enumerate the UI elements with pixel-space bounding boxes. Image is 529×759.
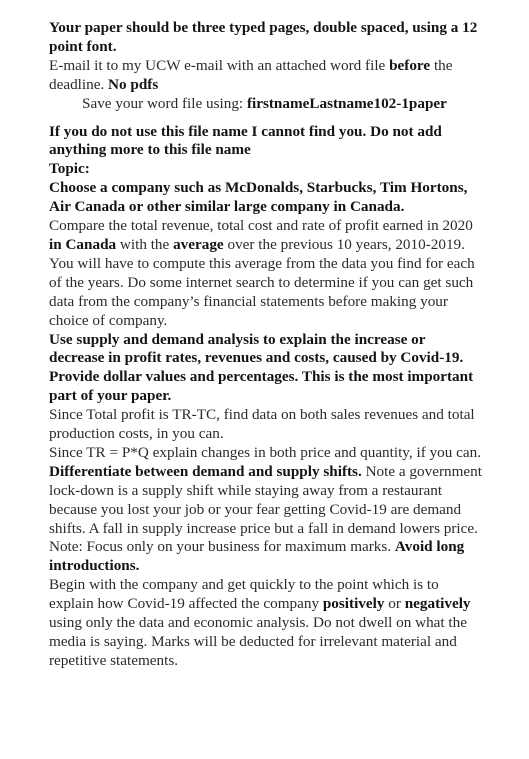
begin-negatively: negatively (404, 595, 471, 613)
requirements-line: Your paper should be three typed pages, double spaced, using a 12 point font. (49, 19, 478, 55)
begin-part-1: Begin with the company and get quickly to the point which is to explain how Covid-19 affected the company (49, 576, 439, 613)
save-instructions (49, 95, 484, 114)
tr-note: Since TR = P*Q explain changes in both price and quantity, if you can. (49, 443, 482, 461)
assignment-document (49, 19, 484, 671)
save-text: Save your word file using: (82, 94, 247, 112)
email-text: E-mail it to my UCW e-mail with an attached word file (49, 56, 390, 74)
topic-heading: Topic: (49, 160, 90, 178)
differentiate-bold: Differentiate between demand and supply shifts. (49, 462, 362, 480)
compare-part-3: over the previous 10 years, 2010-2019. You will have to compute this average from the data you find for each of the years. Do some internet search to determine if you can get such data from the company’s financial statements before making your choice of company. (49, 235, 475, 329)
focus-note (49, 538, 484, 576)
supply-demand-instructions: Use supply and demand analysis to explain the increase or decrease in profit rates, revenues and costs, caused by Covid-19. Provide dollar values and percentages. This is the most important part of your paper. (49, 330, 474, 405)
compare-part-2: with the (116, 235, 174, 253)
topic-choose-company: Choose a company such as McDonalds, Starbucks, Tim Hortons, Air Canada or other similar large company in Canada. (49, 179, 468, 216)
focus-bold: Avoid long introductions. (49, 538, 465, 575)
email-deadline: the deadline. (49, 56, 453, 93)
begin-instructions (49, 576, 484, 671)
differentiate-rest: Note a government lock-down is a supply shift while staying away from a restaurant because you lost your job or your fear getting Covid-19 are demand shifts. A fall in supply increase price but a fall in demand lowers price. (49, 462, 482, 537)
save-filename: firstnameLastname102-1paper (246, 94, 447, 112)
compare-part-1: Compare the total revenue, total cost and rate of profit earned in 2020 (49, 217, 473, 235)
begin-part-3: using only the data and economic analysis. Do not dwell on what the media is saying. Marks will be deducted for irrelevant material and repetitive statements. (49, 614, 467, 669)
email-no-pdfs: No pdfs (108, 75, 159, 93)
email-before: before (389, 56, 431, 74)
differentiate-instructions (49, 463, 484, 539)
compare-average: average (173, 235, 224, 253)
focus-text: Note: Focus only on your business for maximum marks. (49, 538, 395, 556)
compare-instructions (49, 217, 484, 330)
filename-warning: If you do not use this file name I cannot find you. Do not add anything more to this file name (49, 122, 442, 159)
compare-in-canada: in Canada (49, 235, 117, 253)
profit-note: Since Total profit is TR-TC, find data on both sales revenues and total production costs, in you can. (49, 406, 475, 443)
begin-part-2: or (384, 595, 405, 613)
begin-positively: positively (322, 595, 385, 613)
email-instructions (49, 57, 484, 95)
